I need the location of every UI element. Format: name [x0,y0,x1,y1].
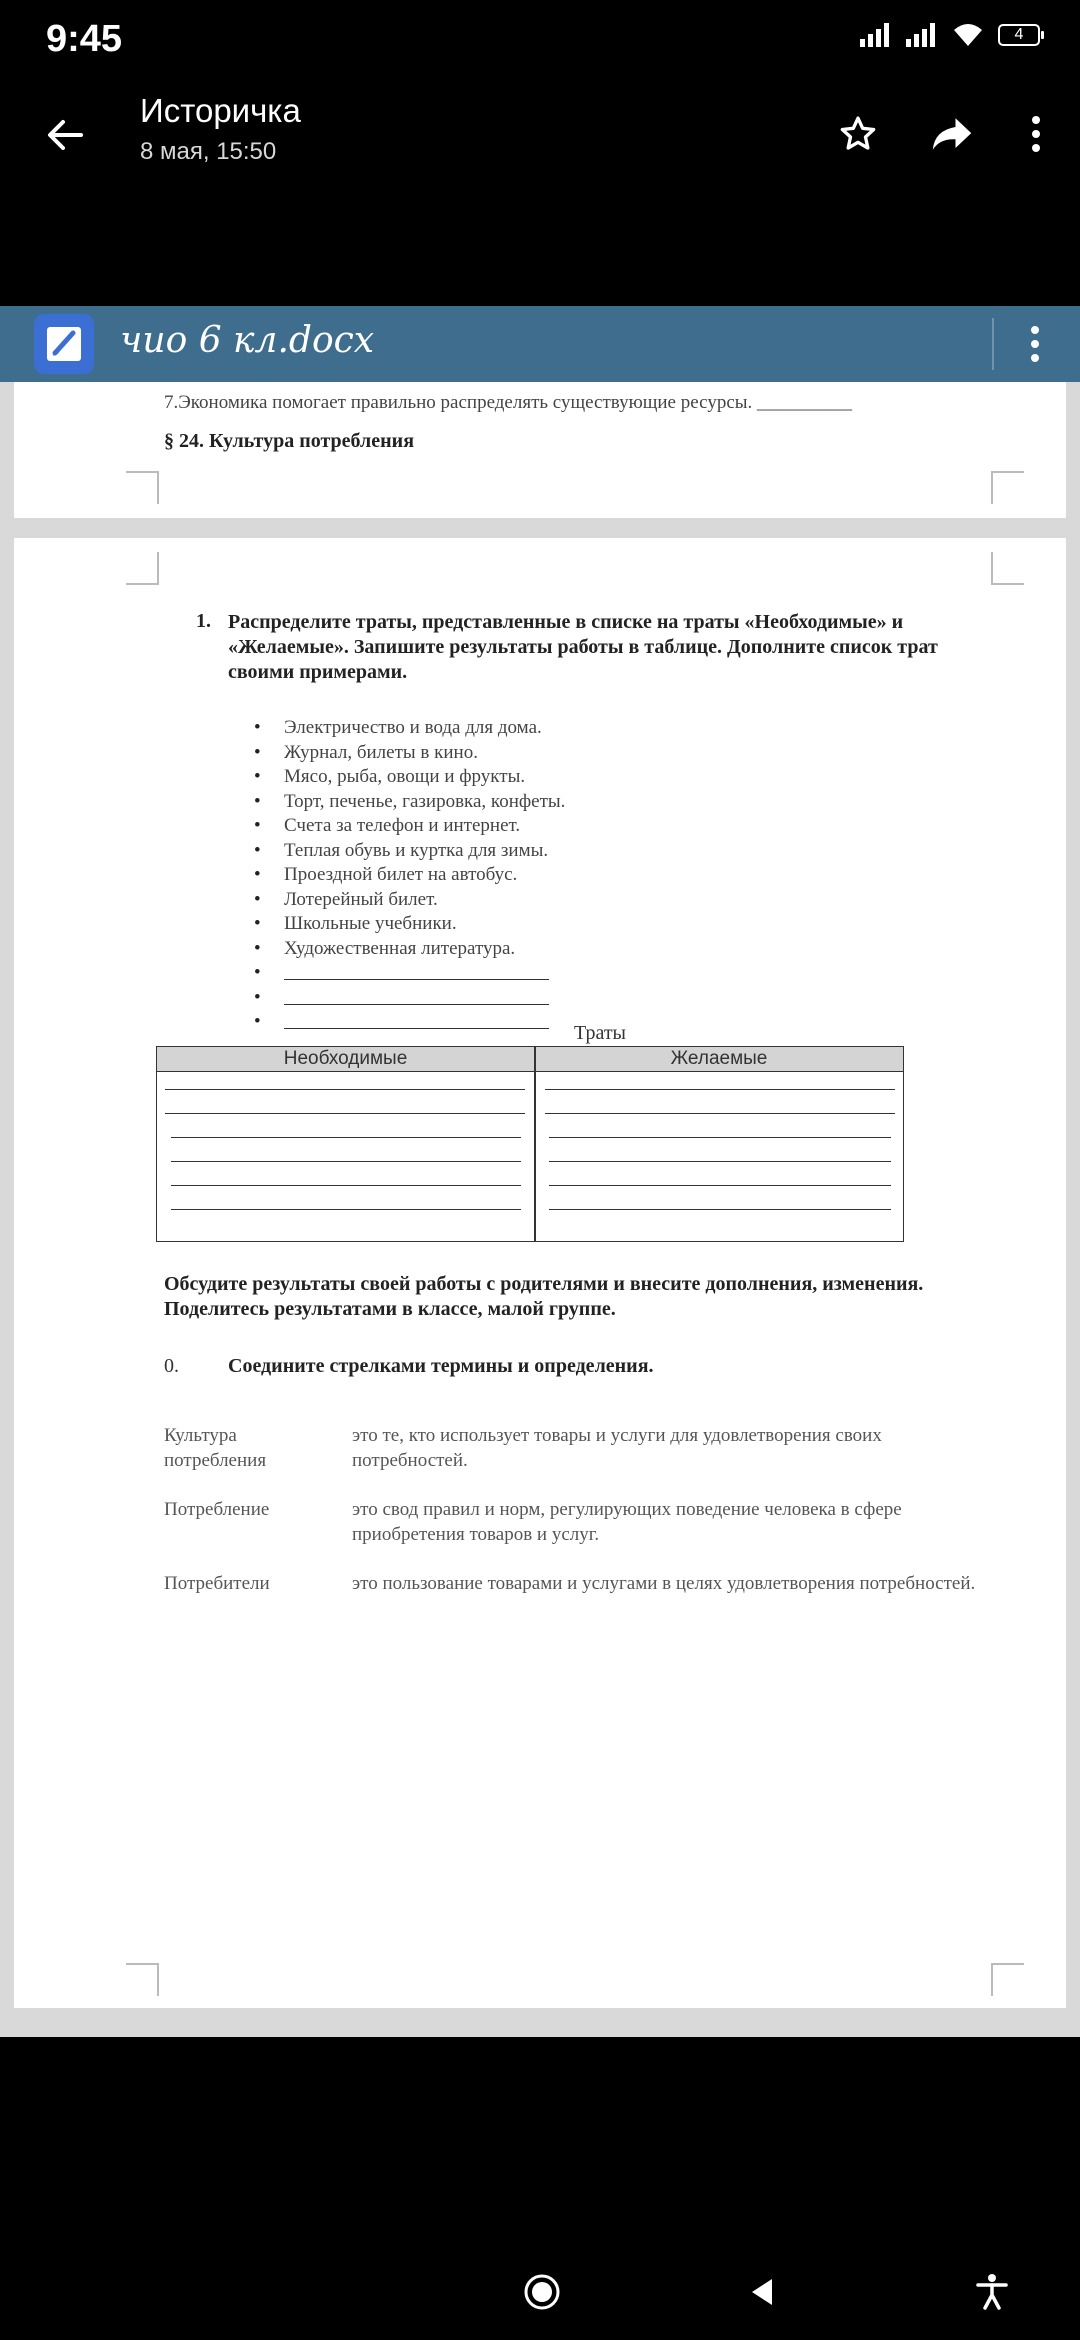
term: Потребление [164,1499,270,1520]
page-corner-mark [990,470,1024,504]
definition: это те, кто использует товары и услуги для удовлетворения своих потребностей. [352,1425,882,1471]
section-heading: § 24. Культура потребления [164,430,415,452]
term: Потребители [164,1573,270,1594]
list-item: • Мясо, рыба, овощи и фрукты. [254,765,854,790]
document-page [14,382,1066,518]
table-caption: Траты [574,1022,626,1044]
status-time: 9:45 [46,18,123,60]
nav-home-button[interactable] [512,2262,572,2322]
nav-accessibility-button[interactable] [962,2262,1022,2322]
page-corner-mark [990,552,1024,586]
list-item: • Торт, печенье, газировка, конфеты. [254,790,854,815]
back-arrow-icon [45,115,85,155]
star-icon [838,114,878,154]
page-corner-mark [990,1962,1024,1996]
table-header-necessary: Необходимые [157,1047,534,1072]
answer-line [171,1185,521,1186]
answer-line [545,1089,895,1090]
page-corner-mark [126,1962,160,1996]
answer-line [171,1161,521,1162]
task-instruction: Соедините стрелками термины и определения. [228,1355,654,1377]
toolbar-divider [992,318,994,370]
task-number: 1. [196,610,211,632]
accessibility-icon [975,2273,1009,2311]
answer-line [165,1089,525,1090]
status-icons [860,22,1040,48]
nav-back-button[interactable] [732,2262,792,2322]
battery-icon [998,24,1040,46]
answer-line [549,1209,891,1210]
share-button[interactable] [916,98,988,170]
definition: это свод правил и норм, регулирующих поведение человека в сфере приобретения товаров и услуг. [352,1499,902,1545]
page-title: Историчка [140,92,301,129]
definition: это пользование товарами и услугами в целях удовлетворения потребностей. [352,1573,976,1594]
answer-line [549,1161,891,1162]
page-corner-mark [126,470,160,504]
more-vert-icon [1030,114,1042,154]
doc-filename: чио 6 кл.docx [120,320,375,361]
doc-menu-button[interactable] [1010,312,1060,376]
expenses-table [156,1046,904,1242]
doc-app-icon[interactable] [34,314,94,374]
signal-icon [860,23,892,47]
edit-doc-icon [43,323,85,365]
battery-level: 4 [1014,26,1024,43]
task-number: 0. [164,1355,179,1377]
more-vert-icon [1030,325,1040,363]
share-icon [931,116,973,152]
star-button[interactable] [822,98,894,170]
list-item: • Теплая обувь и куртка для зимы. [254,839,854,864]
page-corner-mark [126,552,160,586]
discussion-instruction: Обсудите результаты своей работы с родителями и внесите дополнения, изменения. Поделитесь результатами в классе, малой группе. [164,1273,924,1320]
expense-list [254,716,854,1035]
answer-line [165,1113,525,1114]
more-button[interactable] [1000,98,1072,170]
page-subtitle: 8 мая, 15:50 [140,138,277,165]
answer-line [171,1209,521,1210]
list-item: • Журнал, билеты в кино. [254,741,854,766]
answer-line [171,1137,521,1138]
list-item: • Проездной билет на автобус. [254,863,854,888]
back-button[interactable] [30,100,100,170]
list-item: • Школьные учебники. [254,912,854,937]
answer-line [545,1113,895,1114]
answer-line [549,1137,891,1138]
list-item: • Лотерейный билет. [254,888,854,913]
home-icon [522,2272,562,2312]
wifi-icon [952,22,984,48]
doc-toolbar [0,306,1080,382]
table-header-desired: Желаемые [535,1047,903,1072]
table-divider [534,1047,536,1241]
blank-list-item [254,986,854,1011]
signal-icon [906,23,938,47]
list-item: • Художественная литература. [254,937,854,962]
document-viewer[interactable] [0,382,1080,2037]
list-item: • Электричество и вода для дома. [254,716,854,741]
answer-line [549,1185,891,1186]
back-icon [748,2277,776,2307]
blank-list-item [254,961,854,986]
task-instruction: Распределите траты, представленные в списке на траты «Необходимые» и «Желаемые». Запишите результаты работы в таблице. Дополните список трат своими примерами. [228,611,938,683]
list-item: • Счета за телефон и интернет. [254,814,854,839]
term: Культура потребления [164,1425,267,1471]
question-line: 7.Экономика помогает правильно распределять существующие ресурсы. __________ [164,392,853,413]
blank-list-item [254,1010,854,1035]
document-page [14,538,1066,2008]
